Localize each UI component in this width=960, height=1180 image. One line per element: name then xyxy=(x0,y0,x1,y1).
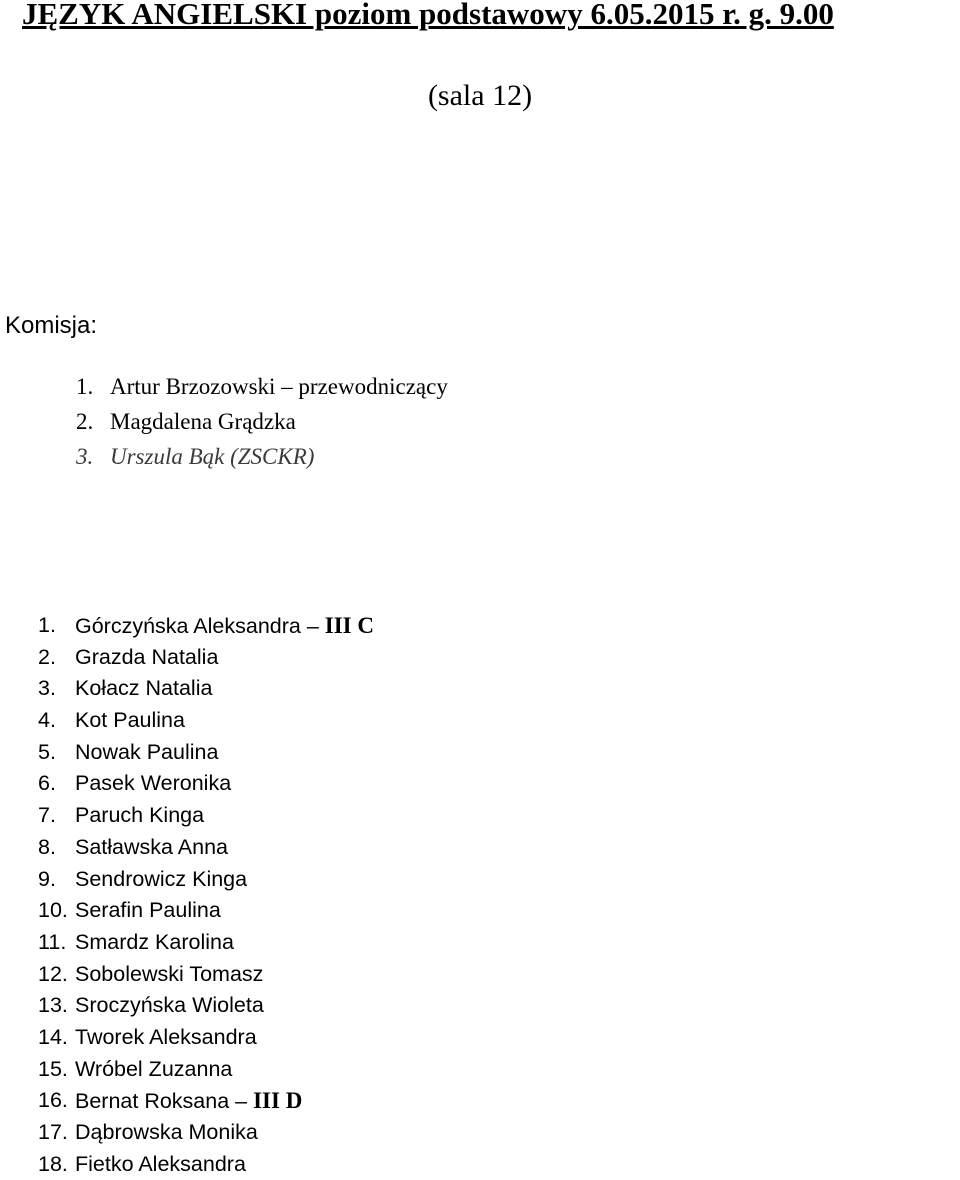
student-entry xyxy=(75,927,234,959)
student-entry xyxy=(75,737,218,769)
class-separator: – xyxy=(300,614,325,638)
student-entry xyxy=(75,1054,232,1086)
committee-member-number: 3. xyxy=(76,444,94,469)
student-entry xyxy=(75,673,212,705)
committee-member-number: 2. xyxy=(76,409,94,434)
student-name: Grazda Natalia xyxy=(75,644,219,669)
student-name: Satławska Anna xyxy=(75,834,228,859)
student-number: 2. xyxy=(38,644,56,669)
student-entry xyxy=(75,705,185,737)
student-number: 1. xyxy=(38,613,56,637)
student-name: Kot Paulina xyxy=(75,708,185,733)
student-number: 13. xyxy=(38,993,68,1018)
student-entry xyxy=(75,800,204,832)
student-number: 5. xyxy=(38,739,56,764)
committee-member-name: Artur Brzozowski – przewodniczący xyxy=(110,374,448,399)
committee-label: Komisja: xyxy=(5,312,98,339)
committee-member-number: 1. xyxy=(76,374,94,399)
student-class: III D xyxy=(253,1088,303,1114)
student-name: Sobolewski Tomasz xyxy=(75,961,264,986)
class-separator: – xyxy=(229,1089,254,1114)
student-number: 16. xyxy=(38,1088,68,1113)
student-name: Paruch Kinga xyxy=(75,803,205,828)
document-title: JĘZYK ANGIELSKI poziom podstawowy 6.05.2015 r. g. 9.00 xyxy=(22,0,834,31)
student-number: 4. xyxy=(38,708,56,733)
student-number: 17. xyxy=(38,1120,68,1144)
committee-member-name: Urszula Bąk (ZSCKR) xyxy=(110,444,315,469)
student-number: 10. xyxy=(38,898,68,923)
student-name: Sroczyńska Wioleta xyxy=(75,993,264,1018)
student-name: Bernat Roksana xyxy=(75,1089,230,1114)
student-entry xyxy=(75,1149,246,1180)
room-label: (sala 12) xyxy=(427,79,533,112)
student-entry xyxy=(75,895,221,927)
student-name: Nowak Paulina xyxy=(75,739,219,764)
student-name: Kołacz Natalia xyxy=(75,676,213,701)
student-entry xyxy=(75,610,374,643)
student-number: 18. xyxy=(38,1151,68,1176)
student-number: 11. xyxy=(38,929,67,954)
student-number: 15. xyxy=(38,1056,68,1081)
student-name: Serafin Paulina xyxy=(75,898,221,923)
student-entry xyxy=(75,768,231,800)
student-name: Smardz Karolina xyxy=(75,929,234,954)
student-entry xyxy=(75,642,218,674)
student-name: Wróbel Zuzanna xyxy=(75,1056,233,1081)
student-number: 6. xyxy=(38,771,56,796)
student-number: 12. xyxy=(38,961,68,986)
student-name: Fietko Aleksandra xyxy=(75,1151,246,1176)
student-name: Pasek Weronika xyxy=(75,771,232,796)
student-number: 3. xyxy=(38,676,56,701)
student-entry xyxy=(75,959,263,991)
student-number: 14. xyxy=(38,1024,68,1049)
committee-member-name: Magdalena Grądzka xyxy=(110,409,296,434)
student-entry xyxy=(75,1022,257,1054)
student-number: 8. xyxy=(38,834,56,859)
student-entry xyxy=(75,990,264,1022)
student-name: Tworek Aleksandra xyxy=(75,1024,257,1049)
student-entry xyxy=(75,1085,302,1118)
student-number: 9. xyxy=(38,866,56,891)
student-class: III C xyxy=(324,613,374,638)
student-name: Sendrowicz Kinga xyxy=(75,866,248,891)
student-entry xyxy=(75,832,228,864)
student-number: 7. xyxy=(38,803,56,828)
student-entry xyxy=(75,1117,258,1149)
student-name: Dąbrowska Monika xyxy=(75,1120,258,1144)
student-name: Górczyńska Aleksandra xyxy=(75,614,301,638)
student-entry xyxy=(75,864,247,896)
